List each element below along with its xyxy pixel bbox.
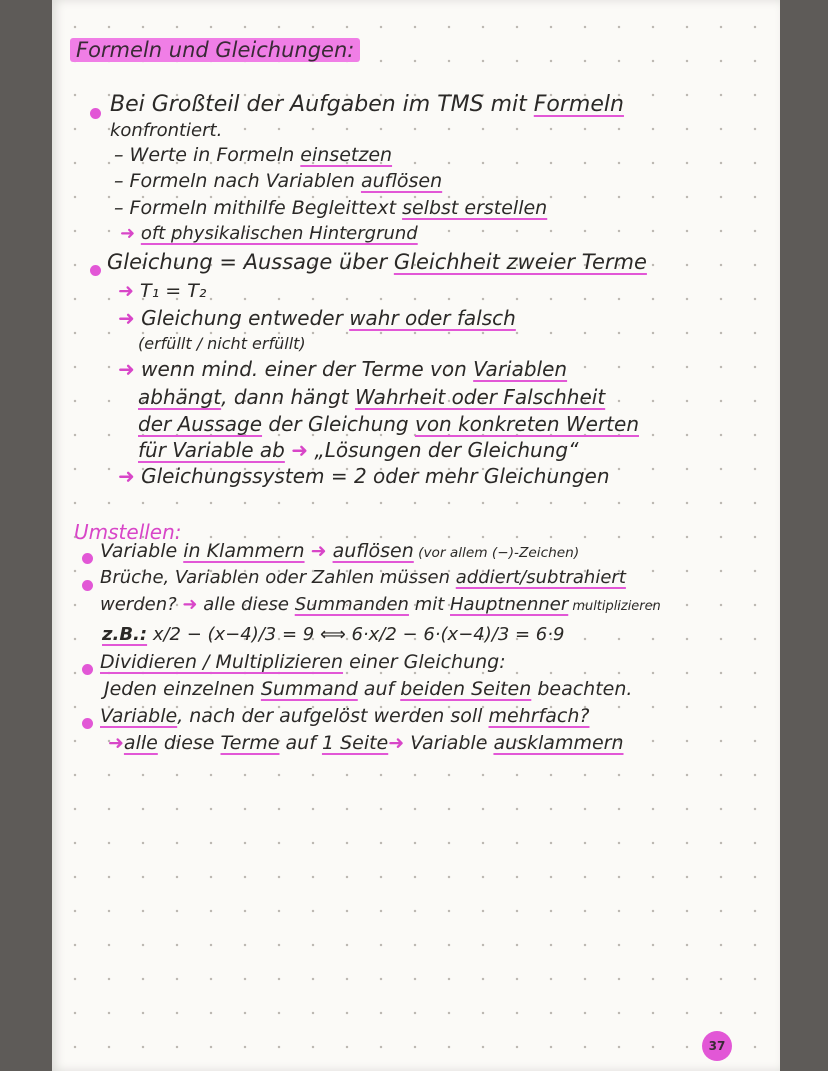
bullet-icon xyxy=(82,664,93,675)
s2-arrow-2-cont-2: der Aussage der Gleichung von konkreten Werten xyxy=(138,412,639,436)
s3-bullet-3-cont: Jeden einzelnen Summand auf beiden Seiten beachten. xyxy=(104,678,633,700)
right-arrow-icon: ➜ xyxy=(118,357,135,381)
s1-line-2: konfrontiert. xyxy=(110,120,223,141)
s1-arrow-1: ➜ oft physikalischen Hintergrund xyxy=(120,223,418,244)
s2-arrow-1: ➜ Gleichung entweder wahr oder falsch xyxy=(118,306,516,330)
s1-dash-2: – Formeln nach Variablen auflösen xyxy=(114,170,443,192)
s3-bullet-2-cont: werden? ➜ alle diese Summanden mit Hauptnenner multiplizieren xyxy=(100,594,661,615)
right-arrow-icon: ➜ xyxy=(118,306,135,330)
bullet-icon xyxy=(90,108,101,119)
s2-arrow-2-cont-3: für Variable ab ➜ „Lösungen der Gleichung“ xyxy=(138,438,579,462)
section-heading-umstellen: Umstellen: xyxy=(74,520,182,544)
s3-bullet-1: Variable in Klammern ➜ auflösen (vor allem (−)-Zeichen) xyxy=(100,540,580,562)
s1-dash-3: – Formeln mithilfe Begleittext selbst erstellen xyxy=(114,197,548,219)
s2-line-1: Gleichung = Aussage über Gleichheit zweier Terme xyxy=(107,250,647,274)
right-arrow-icon: ➜ xyxy=(291,438,308,462)
right-arrow-icon: ➜ xyxy=(310,540,327,562)
right-arrow-icon: ➜ xyxy=(118,280,134,302)
right-arrow-icon: ➜ xyxy=(118,464,135,488)
s2-arrow-3: ➜ Gleichungssystem = 2 oder mehr Gleichungen xyxy=(118,464,610,488)
right-arrow-icon: ➜ xyxy=(388,732,405,754)
s3-example: z.B.: x/2 − (x−4)/3 = 9 ⟺ 6·x/2 − 6·(x−4)/3 = 6·9 xyxy=(102,624,565,645)
bullet-icon xyxy=(82,553,93,564)
s2-terms: ➜ T₁ = T₂ xyxy=(118,280,207,302)
s3-bullet-3: Dividieren / Multiplizieren einer Gleichung: xyxy=(100,651,506,673)
s2-arrow-1-note: (erfüllt / nicht erfüllt) xyxy=(138,334,306,353)
notebook-page xyxy=(52,0,780,1071)
s3-bullet-4: Variable, nach der aufgelöst werden soll mehrfach? xyxy=(100,705,590,727)
right-arrow-icon: ➜ xyxy=(120,223,136,244)
bullet-icon xyxy=(90,265,101,276)
s2-arrow-2-cont-1: abhängt, dann hängt Wahrheit oder Falschheit xyxy=(138,385,606,409)
s1-dash-1: – Werte in Formeln einsetzen xyxy=(114,144,393,166)
s3-bullet-2: Brüche, Variablen oder Zahlen müssen addiert/subtrahiert xyxy=(100,567,626,588)
s1-line-1: Bei Großteil der Aufgaben im TMS mit Formeln xyxy=(110,92,624,117)
bullet-icon xyxy=(82,580,93,591)
page-title: Formeln und Gleichungen: xyxy=(70,38,360,62)
s2-arrow-2: ➜ wenn mind. einer der Terme von Variablen xyxy=(118,357,568,381)
s3-bullet-4-cont: ➜alle diese Terme auf 1 Seite➜ Variable ausklammern xyxy=(108,732,624,754)
right-arrow-icon: ➜ xyxy=(182,594,198,615)
bullet-icon xyxy=(82,718,93,729)
page-number-badge: 37 xyxy=(702,1031,732,1061)
right-arrow-icon: ➜ xyxy=(108,732,124,754)
